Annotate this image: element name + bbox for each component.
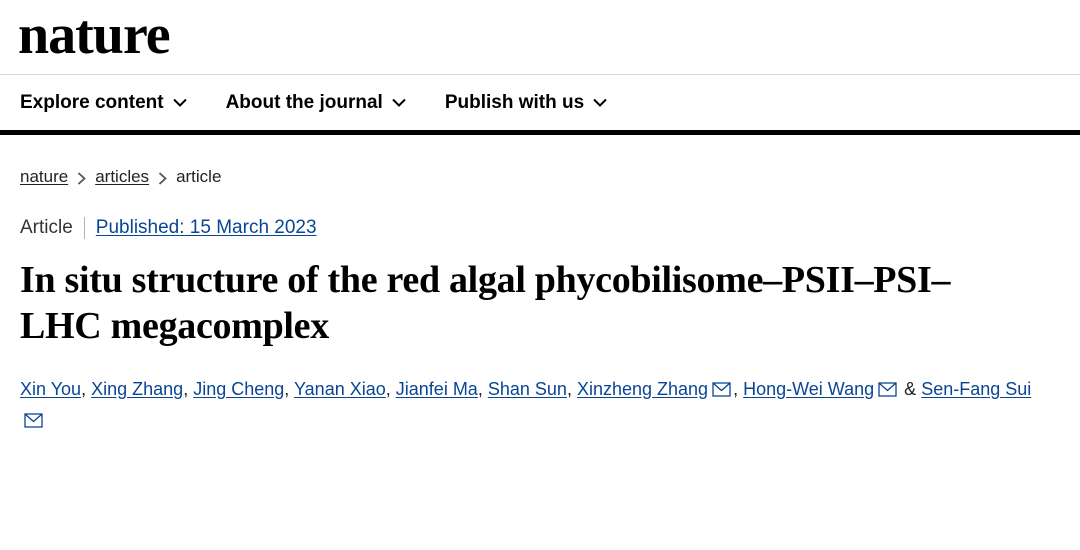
author-separator: , xyxy=(284,378,290,399)
nav-item-about-the-journal[interactable] xyxy=(226,92,406,114)
envelope-icon[interactable] xyxy=(712,382,731,397)
meta-divider xyxy=(84,217,85,239)
author-link[interactable]: Xing Zhang xyxy=(91,378,184,399)
envelope-icon[interactable] xyxy=(878,382,897,397)
chevron-down-icon xyxy=(392,98,406,107)
author-link[interactable]: Shan Sun xyxy=(487,378,567,399)
author-link[interactable]: Jing Cheng xyxy=(193,378,285,399)
article-page-content xyxy=(0,135,1080,436)
author-separator: , xyxy=(477,378,483,399)
breadcrumb-item-articles[interactable]: articles xyxy=(95,167,150,186)
article-type-label: Article xyxy=(20,217,73,238)
author-link[interactable]: Xinzheng Zhang xyxy=(576,378,709,399)
author-link[interactable]: Xin You xyxy=(20,378,82,399)
author-link[interactable]: Yanan Xiao xyxy=(294,378,386,399)
breadcrumb-item-nature[interactable]: nature xyxy=(20,167,69,186)
nature-logo[interactable]: nature xyxy=(18,4,170,66)
site-masthead xyxy=(0,0,1080,75)
chevron-down-icon xyxy=(593,98,607,107)
chevron-down-icon xyxy=(173,98,187,107)
publication-date-link[interactable]: Published: 15 March 2023 xyxy=(95,217,317,238)
breadcrumb xyxy=(20,135,1060,187)
page-title: In situ structure of the red algal phycobilisome–PSII–PSI–LHC megacomplex xyxy=(20,259,951,348)
author-separator: , xyxy=(385,378,391,399)
author-separator: , xyxy=(183,378,189,399)
nav-item-label: Explore content xyxy=(20,91,164,113)
author-separator: & xyxy=(899,378,917,399)
author-link[interactable]: Jianfei Ma xyxy=(395,378,478,399)
envelope-icon[interactable] xyxy=(24,413,43,428)
author-separator: , xyxy=(81,378,87,399)
author-separator: , xyxy=(566,378,572,399)
author-link[interactable]: Hong-Wei Wang xyxy=(743,378,875,399)
author-list xyxy=(20,374,1050,436)
author-link[interactable]: Sen-Fang Sui xyxy=(921,378,1032,399)
article-meta xyxy=(20,217,1060,239)
nav-item-publish-with-us[interactable] xyxy=(445,92,607,114)
chevron-right-icon xyxy=(158,172,167,185)
author-separator: , xyxy=(733,378,739,399)
primary-navigation xyxy=(0,75,1080,135)
chevron-right-icon xyxy=(77,172,86,185)
breadcrumb-item-article: article xyxy=(176,167,222,186)
nav-item-explore-content[interactable] xyxy=(20,92,187,114)
nav-item-label: About the journal xyxy=(225,91,383,113)
nav-item-label: Publish with us xyxy=(444,91,585,113)
